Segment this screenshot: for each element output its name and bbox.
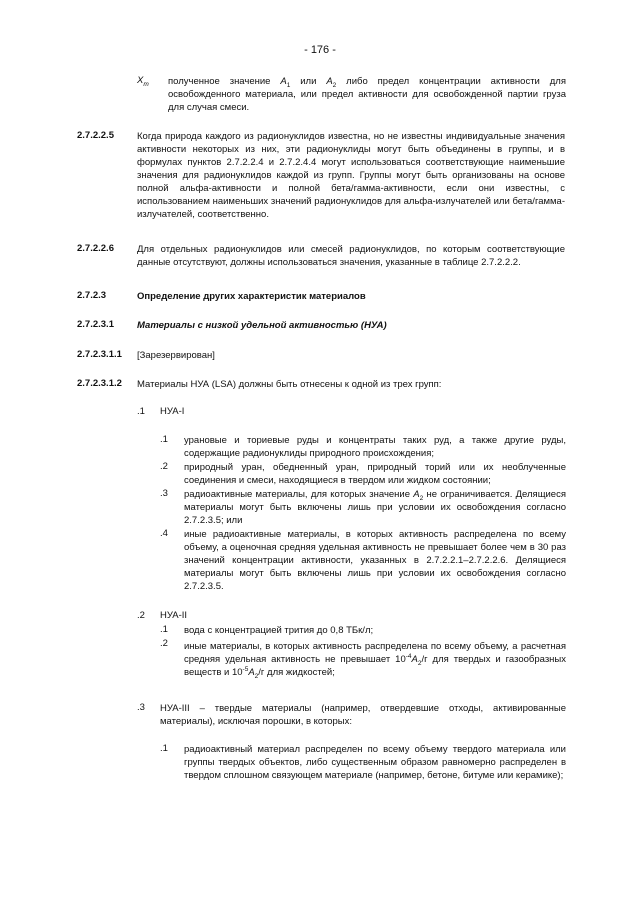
group-2-item-1-number: .1 xyxy=(160,624,168,635)
page-number: - 176 - xyxy=(304,44,336,56)
paragraph-2-7-2-2-6: Для отдельных радионуклидов или смесей радионуклидов, по которым соответствующие данные отсутствуют, должны использоваться значения, указанные в таблице 2.7.2.2.2. xyxy=(137,244,565,268)
section-number-2-7-2-3-1-2: 2.7.2.3.1.2 xyxy=(77,378,122,389)
group-1-item-3-text: радиоактивные материалы, для которых значение $A_2$ не ограничивается. Делящиеся материалы могут быть включены лишь при условии их освобождения согласно 2.7.2.3.5; или xyxy=(184,489,566,526)
group-1-item-1-text: урановые и ториевые руды и концентраты таких руд, а также другие руды, содержащие радионуклиды природного происхождения; xyxy=(184,435,566,459)
section-number-2-7-2-3-1: 2.7.2.3.1 xyxy=(77,319,114,330)
group-3-number: .3 xyxy=(137,702,145,713)
group-1-item-2-number: .2 xyxy=(160,461,168,472)
paragraph-2-7-2-3-1-1: [Зарезервирован] xyxy=(137,350,215,361)
group-1-item-1-number: .1 xyxy=(160,434,168,445)
group-2-label: НУА-II xyxy=(160,610,188,621)
group-1-number: .1 xyxy=(137,406,145,417)
section-number-2-7-2-2-5: 2.7.2.2.5 xyxy=(77,130,114,141)
section-number-2-7-2-2-6: 2.7.2.2.6 xyxy=(77,243,114,254)
xm-symbol: $X_m$ xyxy=(137,75,149,88)
group-1-item-4-text: иные радиоактивные материалы, в которых активность распределена по всему объему, а оценочная средняя удельная активность не превышает более чем в 30 раз значений концентрации активности, указанных в 2.7.2.2.1–2.7.2.2.6. Делящиеся материалы могут быть включены лишь при условии их освобождения согласно 2.7.2.3.5. xyxy=(184,529,566,592)
xm-definition: полученное значение $A_1$ или $A_2$ либо предел концентрации активности для освобожденного материала, или предел активности для освобожденной партии груза для случая смеси. xyxy=(168,76,566,113)
paragraph-2-7-2-3-1-2: Материалы НУА (LSA) должны быть отнесены к одной из трех групп: xyxy=(137,379,442,390)
group-3-item-1-number: .1 xyxy=(160,743,168,754)
group-1-item-3-number: .3 xyxy=(160,488,168,499)
group-1-item-4-number: .4 xyxy=(160,528,168,539)
section-number-2-7-2-3: 2.7.2.3 xyxy=(77,290,107,301)
section-number-2-7-2-3-1-1: 2.7.2.3.1.1 xyxy=(77,349,122,360)
group-2-item-2-text: иные материалы, в которых активность распределена по всему объему, а расчетная средняя удельная активность не превышает $10^{-4}A_2/г$ для твердых и газообразных веществ и $10^{-5}A_2/г$ для жидкостей; xyxy=(184,641,566,680)
group-1-item-2-text: природный уран, обедненный уран, природный торий или их необлученные соединения и смеси, находящиеся в твердом или жидком состоянии; xyxy=(184,462,566,486)
group-2-item-2-number: .2 xyxy=(160,638,168,649)
section-title-2-7-2-3-1: Материалы с низкой удельной активностью (НУА) xyxy=(137,320,387,331)
section-title-2-7-2-3: Определение других характеристик материалов xyxy=(137,291,366,302)
group-3-item-1-text: радиоактивный материал распределен по всему объему твердого материала или группы твердых объектов, либо существенным образом равномерно распределен в твердом сплошном связующем материале (например, бетоне, битуме или керамике); xyxy=(184,744,566,781)
group-2-number: .2 xyxy=(137,610,145,621)
group-1-label: НУА-I xyxy=(160,406,185,417)
group-2-item-1-text: вода с концентрацией трития до 0,8 ТБк/л; xyxy=(184,625,374,636)
group-3-text: НУА-III – твердые материалы (например, отвердевшие отходы, активированные материалы), исключая порошки, в которых: xyxy=(160,703,566,727)
paragraph-2-7-2-2-5: Когда природа каждого из радионуклидов известна, но не известны индивидуальные значения активности некоторых из них, эти радионуклиды могут быть объединены в группы, и в формулах пунктов 2.7.2.2.4 и 2.7.2.4.4 могут использоваться соответствующие наименьшие значения для радионуклидов каждой из групп. Группы могут быть организованы на основе полной альфа-активности и полной бета/гамма-активности, если они известны, с использованием наименьших значений радионуклидов для альфа-излучателей или бета/гамма-излучателей, соответственно. xyxy=(137,131,565,220)
